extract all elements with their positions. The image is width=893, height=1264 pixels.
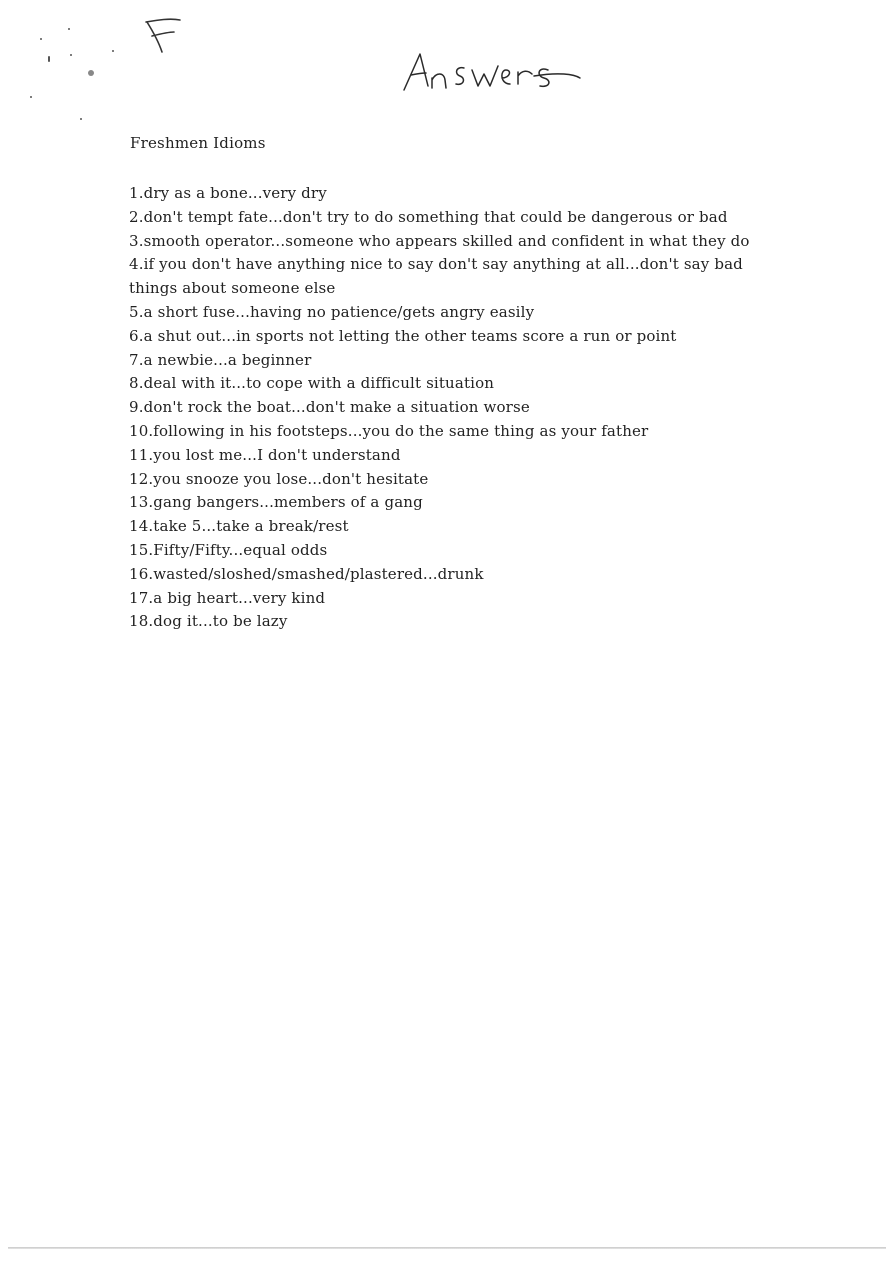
list-item: 5.a short fuse...having no patience/gets angry easily bbox=[129, 302, 535, 321]
scan-speck bbox=[48, 56, 50, 62]
document-title: Freshmen Idioms bbox=[130, 134, 266, 152]
list-item: 4.if you don't have anything nice to say don't say anything at all...don't say bad things about someone else bbox=[129, 255, 743, 298]
list-item: 15.Fifty/Fifty...equal odds bbox=[129, 540, 328, 559]
list-item: 10.following in his footsteps...you do the same thing as your father bbox=[129, 421, 649, 440]
scan-speck bbox=[68, 28, 70, 30]
idiom-list bbox=[129, 182, 774, 634]
list-item: 7.a newbie...a beginner bbox=[129, 350, 312, 369]
scan-edge-divider bbox=[8, 1247, 886, 1249]
scan-speck bbox=[40, 38, 42, 40]
list-item: 2.don't tempt fate...don't try to do something that could be dangerous or bad bbox=[129, 207, 728, 226]
list-item: 3.smooth operator...someone who appears skilled and confident in what they do bbox=[129, 231, 750, 250]
scan-speck bbox=[88, 70, 94, 76]
scan-speck bbox=[70, 54, 72, 56]
scan-speck bbox=[112, 50, 114, 52]
handwritten-mark bbox=[138, 12, 188, 62]
scan-speck bbox=[80, 118, 82, 120]
list-item: 1.dry as a bone...very dry bbox=[129, 184, 327, 202]
handwritten-title bbox=[398, 48, 588, 108]
list-item: 16.wasted/sloshed/smashed/plastered...drunk bbox=[129, 564, 484, 583]
list-item: 11.you lost me...I don't understand bbox=[129, 445, 401, 464]
scan-speck bbox=[30, 96, 32, 98]
list-item: 18.dog it...to be lazy bbox=[129, 612, 288, 631]
list-item: 6.a shut out...in sports not letting the other teams score a run or point bbox=[129, 326, 677, 345]
list-item: 14.take 5...take a break/rest bbox=[129, 517, 349, 536]
list-item: 9.don't rock the boat...don't make a situation worse bbox=[129, 398, 530, 417]
list-item: 13.gang bangers...members of a gang bbox=[129, 493, 423, 512]
list-item: 17.a big heart...very kind bbox=[129, 588, 326, 607]
list-item: 12.you snooze you lose...don't hesitate bbox=[129, 469, 429, 488]
list-item: 8.deal with it...to cope with a difficult situation bbox=[129, 374, 495, 393]
